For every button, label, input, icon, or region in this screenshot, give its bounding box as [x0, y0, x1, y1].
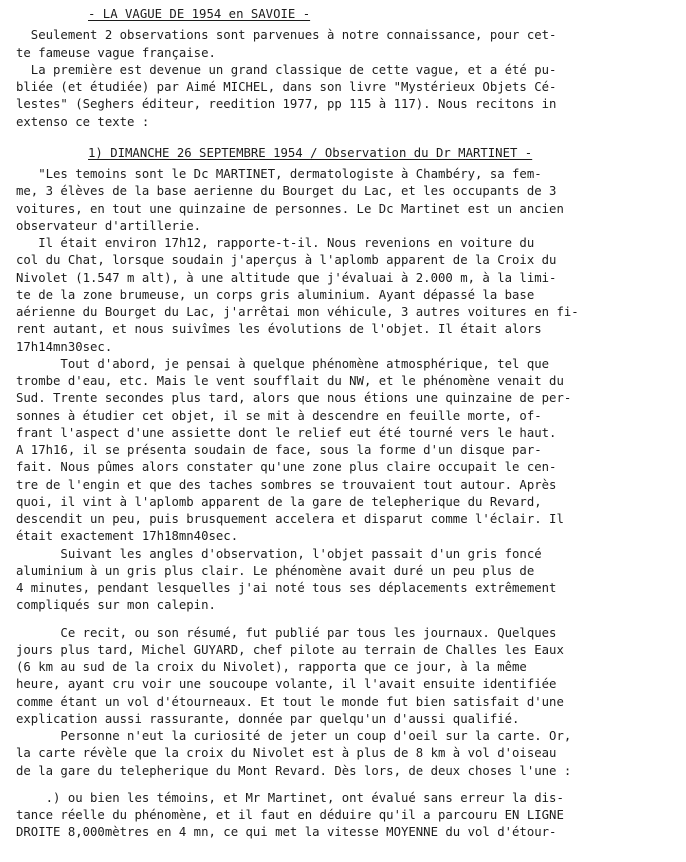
- body-line: 17h14mn30sec.: [16, 339, 113, 354]
- body-line: Sud. Trente secondes plus tard, alors que nous étions une quinzaine de per-: [16, 391, 572, 406]
- body-line: sonnes à étudier cet objet, il se mit à descendre en feuille morte, of-: [16, 408, 542, 423]
- intro-line: lestes" (Seghers éditeur, reedition 1977, pp 115 à 117). Nous recitons in: [16, 97, 557, 112]
- body-line: rent autant, et nous suivîmes les évolutions de l'objet. Il était alors: [16, 322, 542, 337]
- body-line: "Les temoins sont le Dc MARTINET, dermatologiste à Chambéry, sa fem-: [16, 167, 542, 181]
- commentary-line: Personne n'eut la curiosité de jeter un coup d'oeil sur la carte. Or,: [16, 729, 572, 743]
- document-title: - LA VAGUE DE 1954 en SAVOIE -: [88, 7, 311, 21]
- intro-line: extenso ce texte :: [16, 114, 150, 129]
- spacer: [16, 615, 670, 625]
- body-line: col du Chat, lorsque soudain j'aperçus à l'aplomb apparent de la Croix du: [16, 253, 557, 268]
- body-line: Nivolet (1.547 m alt), à une altitude que j'évaluai à 2.000 m, à la limi-: [16, 270, 557, 285]
- final-paragraph: [16, 790, 670, 842]
- spacer: [16, 780, 670, 790]
- body-line: 4 minutes, pendant lesquelles j'ai noté tous ses déplacements extrêmement: [16, 581, 557, 595]
- body-line: Il était environ 17h12, rapporte-t-il. Nous revenions en voiture du: [16, 236, 535, 250]
- intro-paragraph: [16, 27, 670, 131]
- body-line: te de la zone brumeuse, un corps gris aluminium. Ayant dépassé la base: [16, 287, 535, 302]
- commentary-line: heure, ayant cru voir une soucoupe volante, il l'avait ensuite identifiée: [16, 677, 557, 692]
- intro-line: Seulement 2 observations sont parvenues à notre connaissance, pour cet-: [16, 28, 557, 43]
- body-line: observateur d'artillerie.: [16, 218, 202, 233]
- body-line: A 17h16, il se présenta soudain de face, sous la forme d'un disque par-: [16, 443, 542, 457]
- commentary-paragraph: [16, 625, 670, 780]
- intro-line: te fameuse vague française.: [16, 45, 216, 60]
- body-line: me, 3 élèves de la base aerienne du Bourget du Lac, et les occupants de 3: [16, 184, 557, 199]
- commentary-line: explication aussi rassurante, donnée par quelqu'un d'aussi qualifié.: [16, 711, 520, 726]
- body-line: trombe d'eau, etc. Mais le vent soufflait du NW, et le phénomène venait du: [16, 374, 564, 388]
- body-line: aérienne du Bourget du Lac, j'arrêtai mon véhicule, 3 autres voitures en fi-: [16, 305, 579, 319]
- body-line: descendit un peu, puis brusquement accelera et disparut comme l'éclair. Il: [16, 512, 564, 526]
- body-line: était exactement 17h18mn40sec.: [16, 529, 239, 544]
- body-line: fait. Nous pûmes alors constater qu'une zone plus claire occupait le cen-: [16, 460, 557, 475]
- body-line: Tout d'abord, je pensai à quelque phénomène atmosphérique, tel que: [16, 356, 550, 371]
- body-line: quoi, il vint à l'aplomb apparent de la gare de telepherique du Revard,: [16, 494, 542, 509]
- commentary-line: de la gare du telepherique du Mont Revard. Dès lors, de deux choses l'une :: [16, 763, 572, 778]
- body-line: voitures, en tout une quinzaine de personnes. Le Dc Martinet est un ancien: [16, 201, 564, 216]
- intro-line: bliée (et étudiée) par Aimé MICHEL, dans son livre "Mystérieux Objets Cé-: [16, 80, 557, 94]
- commentary-line: la carte révèle que la croix du Nivolet est à plus de 8 km à vol d'oiseau: [16, 746, 557, 761]
- quoted-testimony: [16, 166, 670, 615]
- final-line: tance réelle du phénomène, et il faut en déduire qu'il a parcouru EN LIGNE: [16, 808, 564, 822]
- commentary-line: Ce recit, ou son résumé, fut publié par tous les journaux. Quelques: [16, 625, 557, 640]
- commentary-line: comme étant un vol d'étourneaux. Et tout le monde fut bien satisfait d'une: [16, 694, 564, 709]
- body-line: aluminium à un gris plus clair. Le phénomène avait duré un peu plus de: [16, 563, 535, 578]
- spacer: [16, 131, 670, 145]
- section-heading: 1) DIMANCHE 26 SEPTEMBRE 1954 / Observation du Dr MARTINET -: [88, 145, 533, 160]
- commentary-line: jours plus tard, Michel GUYARD, chef pilote au terrain de Challes les Eaux: [16, 642, 564, 657]
- body-line: tre de l'engin et que des taches sombres se trouvaient tout autour. Après: [16, 477, 557, 492]
- intro-line: La première est devenue un grand classique de cette vague, et a été pu-: [16, 62, 557, 77]
- final-line: DROITE 8,000mètres en 4 mn, ce qui met la vitesse MOYENNE du vol d'étour-: [16, 825, 557, 840]
- body-line: compliqués sur mon calepin.: [16, 598, 216, 613]
- commentary-line: (6 km au sud de la croix du Nivolet), rapporta que ce jour, à la même: [16, 660, 527, 674]
- final-line: .) ou bien les témoins, et Mr Martinet, ont évalué sans erreur la dis-: [16, 790, 564, 805]
- body-line: Suivant les angles d'observation, l'objet passait d'un gris foncé: [16, 546, 542, 561]
- body-line: frant l'aspect d'une assiette dont le relief eut été tourné vers le haut.: [16, 425, 557, 440]
